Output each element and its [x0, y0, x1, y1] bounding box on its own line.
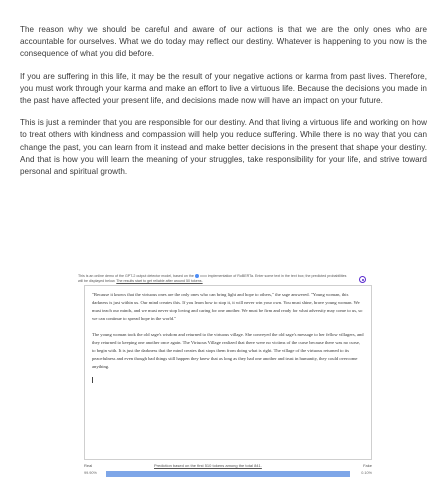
prediction-bar [106, 471, 350, 477]
article-paragraph-3: This is just a reminder that you are responsible for our destiny. And that living a virtuous life and working on how to treat others with kindness and compassion will help you reduce suffering. While there is no way that you can change the past, you can learn from it instead and make better decisions in the present that shape your destiny. And that is how you will learn the meaning of your struggles, take responsibility for your life, and strive toward personal and spiritual growth. [20, 118, 427, 177]
fake-percent: 0.10% [361, 471, 372, 475]
settings-dot-icon [362, 279, 364, 281]
real-label: Real [84, 463, 93, 468]
prediction-bar-fill [106, 471, 350, 477]
input-paragraph-2: The young woman took the old sage's wisdom and returned to the virtuous village. She conveyed the old sage's message to her fellow villagers, and they returned to keeping one another once again. The Virtuous Village realized that there were no victims of the curse because there was no curse, to begin with. It is just the darkness that the mind creates that stops them from doing what is right. The village of the virtuous returned to its peacefulness and even though bad things still happen they knew that as long as they had one another and trust in humanity, they could overcome anything. [92, 332, 364, 369]
fake-label: Fake [363, 463, 372, 468]
prediction-info: Prediction based on the first 510 tokens among the total 841. [154, 463, 262, 468]
real-percent: 99.90% [84, 471, 97, 475]
demo-intro-text-b: implementation of RoBERTa. Enter some text in the text box; the predicted probabilities will be displayed below. [78, 274, 347, 283]
demo-intro [78, 274, 348, 284]
article-paragraph-1: The reason why we should be careful and aware of our actions is that we are the only ones who are accountable for ourselves. What we do today may reflect our destiny. Whatever is happening to you now is the consequence of what you did before. [20, 25, 427, 59]
prediction-bar-row [84, 470, 372, 478]
detector-demo [78, 274, 372, 484]
huggingface-logo-icon [195, 274, 199, 278]
input-paragraph-1: "Because it knows that the virtuous ones are the only ones who can bring light and hope to others," the sage answered. "Young woman, this darkness is just within us. Our mind creates this. If you learn how to stop it, it will never win your own. You must shine, brave young woman. We must teach our minds, and we must never stop loving and caring for one another. We must be firm and ready for what adversity may come to us, so we can continue to spread hope in the world." [92, 292, 363, 321]
text-input-area[interactable] [84, 285, 372, 460]
demo-intro-text-a: This is an online demo of the GPT-2 output detector model, based on the [78, 274, 194, 278]
prediction-labels [84, 462, 372, 469]
article-paragraph-2: If you are suffering in this life, it may be the result of your negative actions or karma from past lives. Therefore, you must work through your karma and make an effort to live a virtuous life. Because the decisions you made in the past have affected your present life, and decisions made now will have an impact on your future. [20, 71, 427, 106]
text-caret [92, 377, 93, 383]
reliability-note-link[interactable]: The results start to get reliable after around 50 tokens. [116, 279, 203, 283]
settings-button[interactable] [359, 276, 366, 283]
transformers-link-chip[interactable] [200, 275, 207, 277]
article [20, 24, 427, 188]
